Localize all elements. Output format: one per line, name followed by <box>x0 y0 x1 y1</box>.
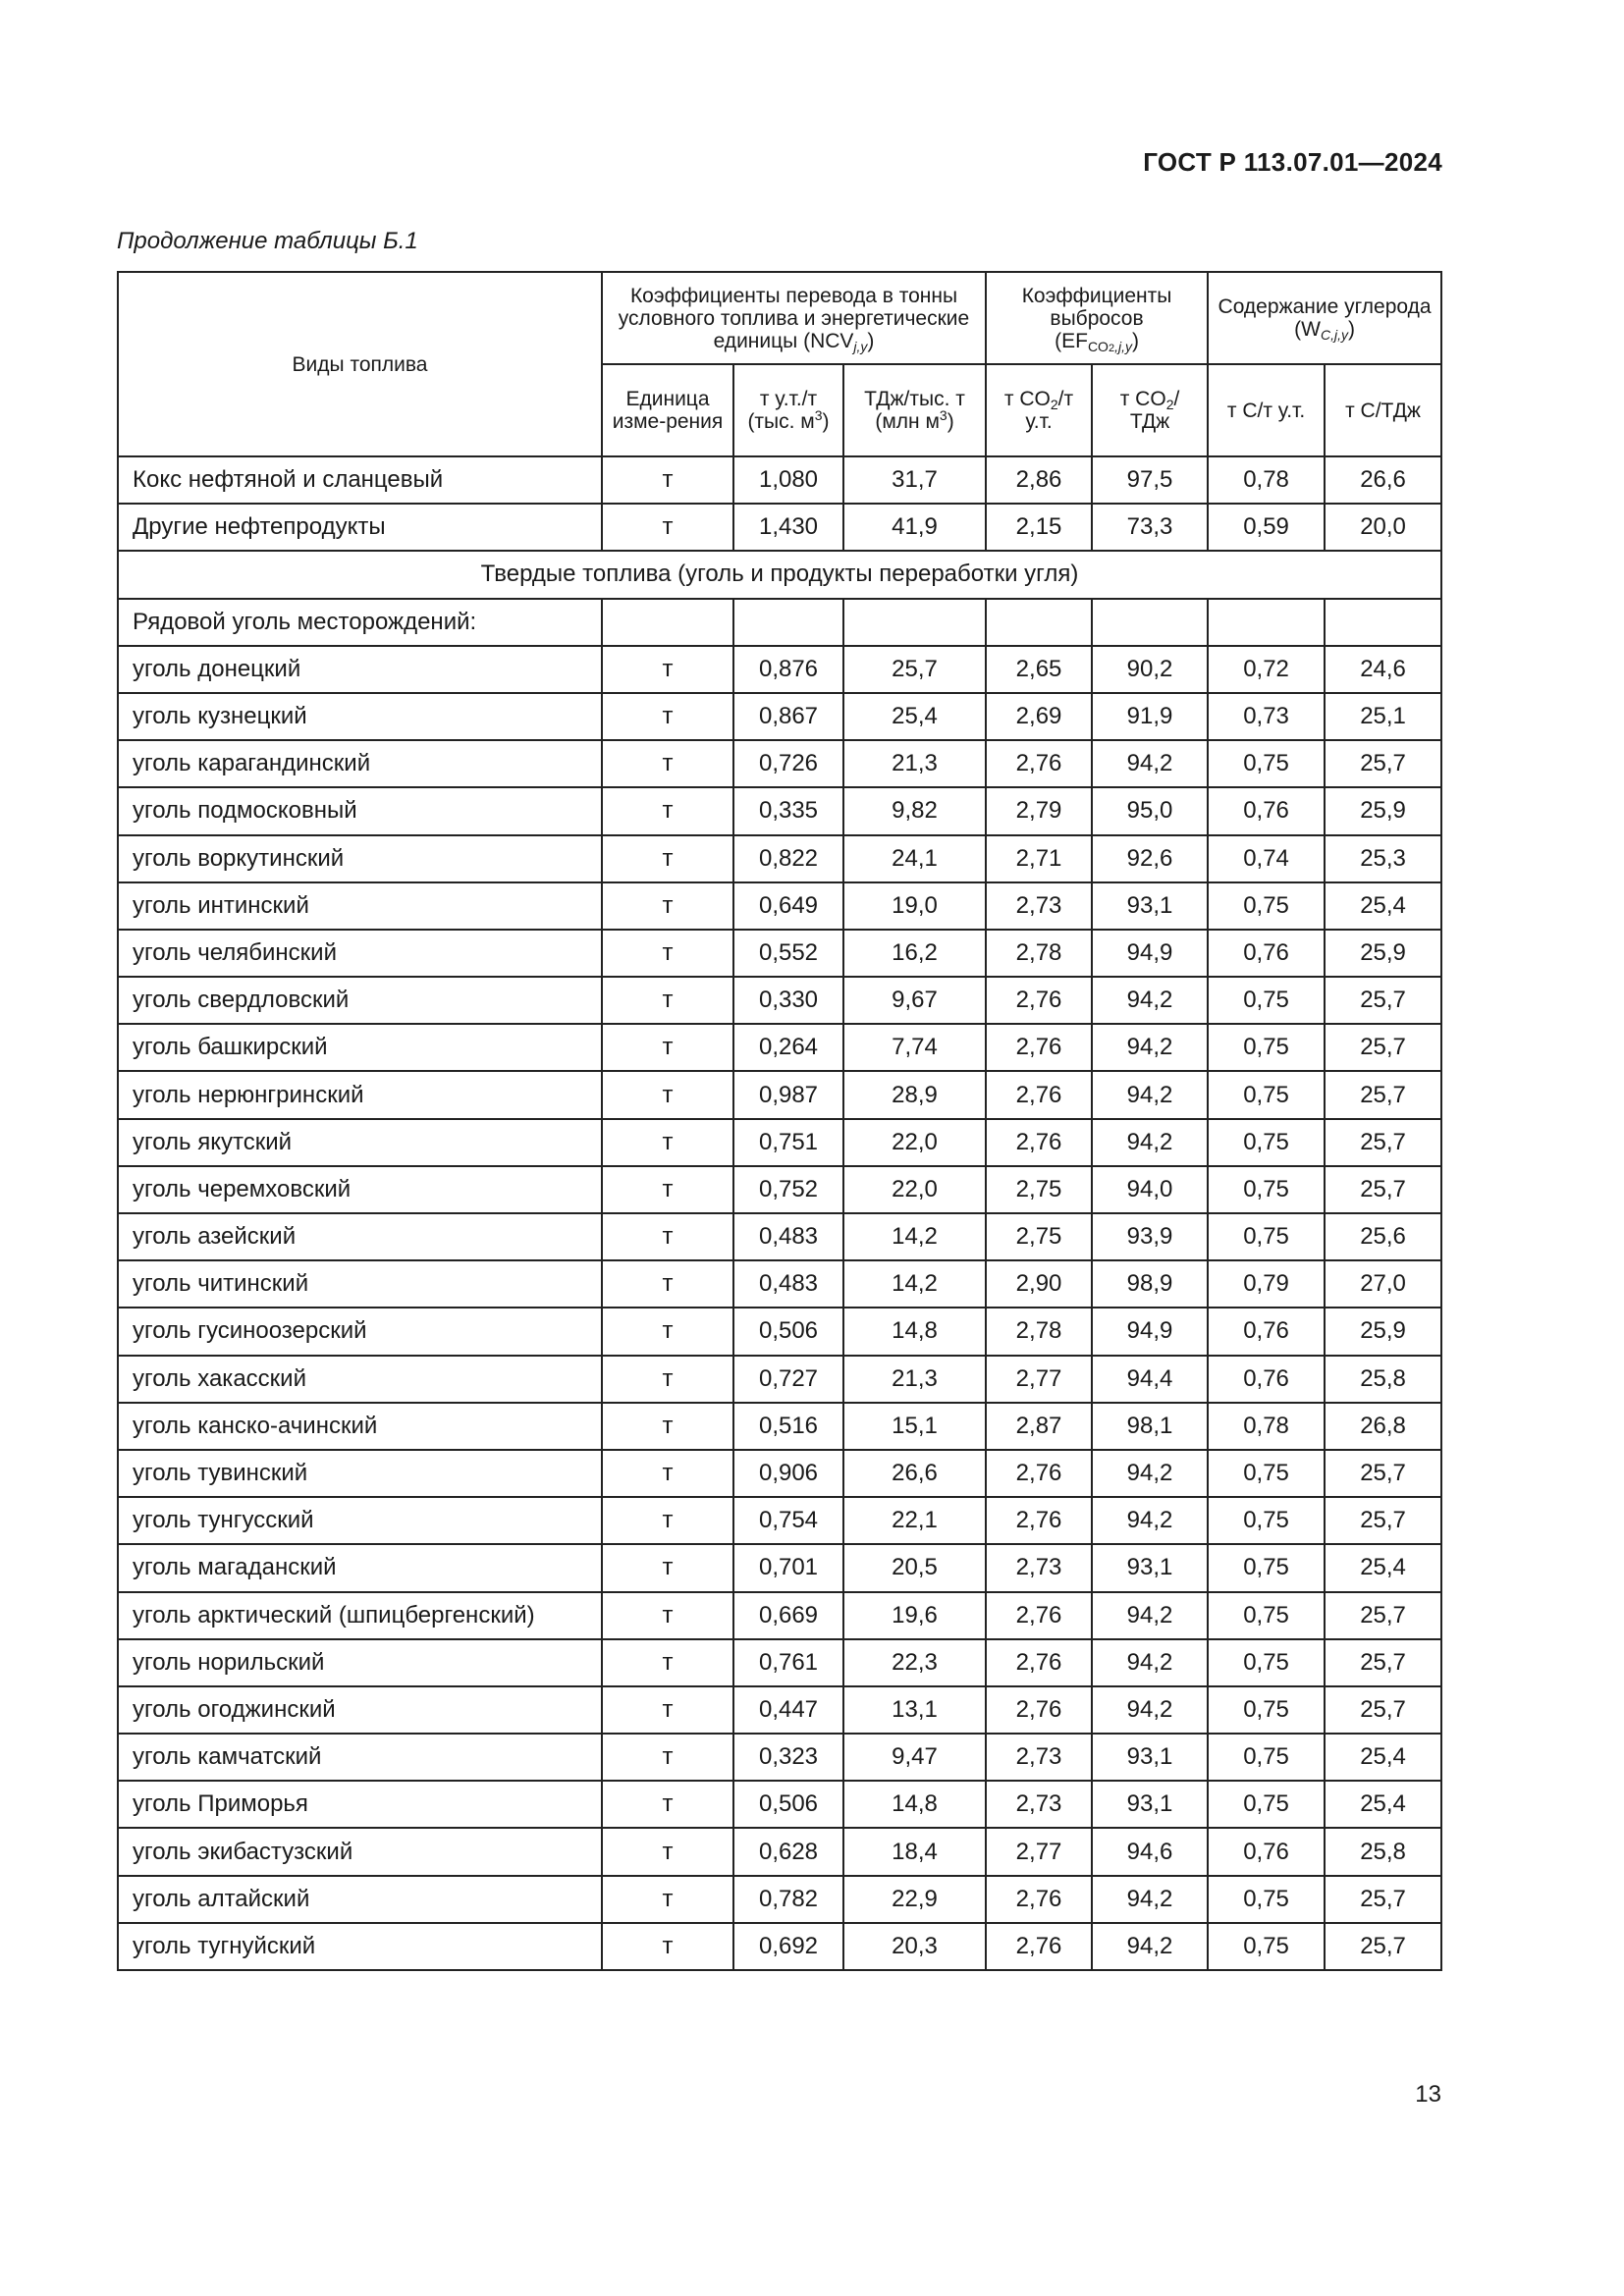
value-cell: 0,335 <box>733 787 843 834</box>
value-cell: т <box>602 456 733 504</box>
value-cell: т <box>602 646 733 693</box>
value-cell: 22,3 <box>843 1639 986 1686</box>
value-cell: 94,2 <box>1092 1923 1208 1970</box>
value-cell: 94,2 <box>1092 1686 1208 1734</box>
value-cell: 94,2 <box>1092 1119 1208 1166</box>
value-cell: 25,8 <box>1325 1356 1441 1403</box>
fuel-name-cell: уголь огоджинский <box>118 1686 602 1734</box>
value-cell: 0,506 <box>733 1308 843 1355</box>
value-cell: 25,3 <box>1325 835 1441 882</box>
value-cell: 2,73 <box>986 882 1092 930</box>
fuel-name-cell: уголь нерюнгринский <box>118 1071 602 1118</box>
value-cell: 24,1 <box>843 835 986 882</box>
value-cell: т <box>602 1166 733 1213</box>
value-cell: 0,701 <box>733 1544 843 1591</box>
fuel-name-cell: уголь тунгусский <box>118 1497 602 1544</box>
value-cell: 94,2 <box>1092 1071 1208 1118</box>
fuel-name-cell: уголь алтайский <box>118 1876 602 1923</box>
value-cell: 93,1 <box>1092 1781 1208 1828</box>
value-cell: т <box>602 1356 733 1403</box>
value-cell: 0,782 <box>733 1876 843 1923</box>
value-cell: 25,7 <box>1325 1166 1441 1213</box>
fuel-name-cell: уголь магаданский <box>118 1544 602 1591</box>
value-cell: 2,65 <box>986 646 1092 693</box>
value-cell: 0,75 <box>1208 1497 1325 1544</box>
value-cell: 0,726 <box>733 740 843 787</box>
table-row <box>118 1071 1441 1118</box>
value-cell: 0,761 <box>733 1639 843 1686</box>
value-cell: 0,75 <box>1208 1213 1325 1260</box>
table-row <box>118 835 1441 882</box>
value-cell: 90,2 <box>1092 646 1208 693</box>
value-cell: 94,0 <box>1092 1166 1208 1213</box>
value-cell: 25,9 <box>1325 787 1441 834</box>
value-cell: 1,430 <box>733 504 843 551</box>
value-cell: 0,75 <box>1208 1923 1325 1970</box>
value-cell: 25,7 <box>1325 1923 1441 1970</box>
value-cell: 0,754 <box>733 1497 843 1544</box>
value-cell: 2,86 <box>986 456 1092 504</box>
value-cell: т <box>602 1119 733 1166</box>
header-tj-per-kt: ТДж/тыс. т (млн $м^3$) <box>843 364 986 456</box>
table-row <box>118 1639 1441 1686</box>
value-cell: 9,82 <box>843 787 986 834</box>
fuel-name-cell: уголь донецкий <box>118 646 602 693</box>
value-cell: 0,649 <box>733 882 843 930</box>
value-cell: 2,78 <box>986 930 1092 977</box>
value-cell: 13,1 <box>843 1686 986 1734</box>
value-cell: 26,6 <box>1325 456 1441 504</box>
value-cell: 25,7 <box>843 646 986 693</box>
value-cell: 1,080 <box>733 456 843 504</box>
value-cell: 26,6 <box>843 1450 986 1497</box>
fuel-name-cell: уголь читинский <box>118 1260 602 1308</box>
value-cell: 0,483 <box>733 1260 843 1308</box>
table-row <box>118 740 1441 787</box>
value-cell: 0,75 <box>1208 1166 1325 1213</box>
section-row <box>118 551 1441 598</box>
table-row <box>118 1828 1441 1875</box>
value-cell: 22,0 <box>843 1119 986 1166</box>
table-row <box>118 1923 1441 1970</box>
value-cell: 27,0 <box>1325 1260 1441 1308</box>
value-cell: 0,75 <box>1208 1876 1325 1923</box>
value-cell: 2,77 <box>986 1828 1092 1875</box>
value-cell: 25,7 <box>1325 1876 1441 1923</box>
value-cell: 2,15 <box>986 504 1092 551</box>
value-cell: 2,76 <box>986 1876 1092 1923</box>
fuel-name-cell: уголь карагандинский <box>118 740 602 787</box>
header-co2-per-tut: т $CO_2/т$ у.т. <box>986 364 1092 456</box>
value-cell: 2,75 <box>986 1166 1092 1213</box>
value-cell: 25,7 <box>1325 1071 1441 1118</box>
value-cell: 94,2 <box>1092 1450 1208 1497</box>
value-cell: 93,1 <box>1092 1544 1208 1591</box>
fuel-name-cell: уголь башкирский <box>118 1024 602 1071</box>
empty-cell <box>1325 599 1441 646</box>
value-cell: 26,8 <box>1325 1403 1441 1450</box>
value-cell: 94,6 <box>1092 1828 1208 1875</box>
value-cell: 0,79 <box>1208 1260 1325 1308</box>
value-cell: 94,9 <box>1092 1308 1208 1355</box>
header-c-per-tut: т С/т у.т. <box>1208 364 1325 456</box>
value-cell: т <box>602 693 733 740</box>
value-cell: 25,7 <box>1325 1686 1441 1734</box>
header-c-per-tj: т С/ТДж <box>1325 364 1441 456</box>
value-cell: 0,75 <box>1208 1071 1325 1118</box>
value-cell: 2,87 <box>986 1403 1092 1450</box>
value-cell: 2,76 <box>986 1071 1092 1118</box>
value-cell: 21,3 <box>843 740 986 787</box>
value-cell: 2,78 <box>986 1308 1092 1355</box>
value-cell: 20,5 <box>843 1544 986 1591</box>
table-row <box>118 646 1441 693</box>
value-cell: 93,1 <box>1092 1734 1208 1781</box>
page-number: 13 <box>1415 2081 1441 2108</box>
table-row <box>118 504 1441 551</box>
value-cell: 2,76 <box>986 1923 1092 1970</box>
fuel-name-cell: уголь подмосковный <box>118 787 602 834</box>
value-cell: 0,669 <box>733 1592 843 1639</box>
value-cell: 0,75 <box>1208 1450 1325 1497</box>
table-row <box>118 930 1441 977</box>
value-cell: 16,2 <box>843 930 986 977</box>
value-cell: т <box>602 1544 733 1591</box>
fuel-name-cell: уголь арктический (шпицбергенский) <box>118 1592 602 1639</box>
empty-cell <box>986 599 1092 646</box>
value-cell: 0,264 <box>733 1024 843 1071</box>
value-cell: 98,1 <box>1092 1403 1208 1450</box>
value-cell: т <box>602 930 733 977</box>
value-cell: 0,906 <box>733 1450 843 1497</box>
fuel-name-cell: уголь Приморья <box>118 1781 602 1828</box>
value-cell: 25,4 <box>1325 1544 1441 1591</box>
table-row <box>118 1119 1441 1166</box>
value-cell: т <box>602 1923 733 1970</box>
empty-cell <box>1208 599 1325 646</box>
fuel-name-cell: уголь свердловский <box>118 977 602 1024</box>
value-cell: 25,4 <box>1325 882 1441 930</box>
value-cell: 94,2 <box>1092 740 1208 787</box>
value-cell: 25,8 <box>1325 1828 1441 1875</box>
value-cell: 0,628 <box>733 1828 843 1875</box>
value-cell: 0,75 <box>1208 1639 1325 1686</box>
value-cell: 0,76 <box>1208 930 1325 977</box>
value-cell: т <box>602 1781 733 1828</box>
value-cell: 2,76 <box>986 1119 1092 1166</box>
header-carbon-content: Содержание углерода $(W_{C,j,y})$ <box>1208 272 1441 364</box>
value-cell: т <box>602 1497 733 1544</box>
value-cell: т <box>602 1260 733 1308</box>
fuel-name-cell: Кокс нефтяной и сланцевый <box>118 456 602 504</box>
value-cell: 25,4 <box>843 693 986 740</box>
value-cell: 25,9 <box>1325 930 1441 977</box>
value-cell: т <box>602 1876 733 1923</box>
value-cell: 2,90 <box>986 1260 1092 1308</box>
value-cell: 2,76 <box>986 1497 1092 1544</box>
value-cell: 94,2 <box>1092 1592 1208 1639</box>
value-cell: 2,71 <box>986 835 1092 882</box>
value-cell: 0,483 <box>733 1213 843 1260</box>
value-cell: т <box>602 1024 733 1071</box>
value-cell: 18,4 <box>843 1828 986 1875</box>
table-row <box>118 1403 1441 1450</box>
value-cell: 2,76 <box>986 1450 1092 1497</box>
table-row <box>118 977 1441 1024</box>
empty-cell <box>1092 599 1208 646</box>
value-cell: 25,7 <box>1325 1024 1441 1071</box>
header-fuel-types: Виды топлива <box>118 272 602 456</box>
value-cell: 0,72 <box>1208 646 1325 693</box>
value-cell: 22,1 <box>843 1497 986 1544</box>
value-cell: 2,75 <box>986 1213 1092 1260</box>
value-cell: 19,6 <box>843 1592 986 1639</box>
value-cell: т <box>602 1071 733 1118</box>
value-cell: 0,76 <box>1208 1828 1325 1875</box>
empty-cell <box>602 599 733 646</box>
value-cell: 2,79 <box>986 787 1092 834</box>
header-unit: Единица изме-рения <box>602 364 733 456</box>
value-cell: т <box>602 1450 733 1497</box>
value-cell: т <box>602 1734 733 1781</box>
value-cell: 25,9 <box>1325 1308 1441 1355</box>
value-cell: т <box>602 787 733 834</box>
value-cell: 0,752 <box>733 1166 843 1213</box>
value-cell: 0,822 <box>733 835 843 882</box>
fuel-name-cell: уголь хакасский <box>118 1356 602 1403</box>
value-cell: 98,9 <box>1092 1260 1208 1308</box>
value-cell: 93,9 <box>1092 1213 1208 1260</box>
fuel-name-cell: уголь экибастузский <box>118 1828 602 1875</box>
value-cell: 97,5 <box>1092 456 1208 504</box>
value-cell: 28,9 <box>843 1071 986 1118</box>
value-cell: 41,9 <box>843 504 986 551</box>
table-row <box>118 1686 1441 1734</box>
value-cell: 0,75 <box>1208 1592 1325 1639</box>
empty-cell <box>843 599 986 646</box>
value-cell: 73,3 <box>1092 504 1208 551</box>
value-cell: 22,0 <box>843 1166 986 1213</box>
table-row <box>118 1213 1441 1260</box>
fuel-name-cell: уголь гусиноозерский <box>118 1308 602 1355</box>
value-cell: 14,2 <box>843 1260 986 1308</box>
table-row <box>118 456 1441 504</box>
value-cell: 0,323 <box>733 1734 843 1781</box>
value-cell: 0,73 <box>1208 693 1325 740</box>
value-cell: 2,73 <box>986 1544 1092 1591</box>
fuel-name-cell: уголь канско-ачинский <box>118 1403 602 1450</box>
value-cell: 2,76 <box>986 1024 1092 1071</box>
value-cell: т <box>602 1639 733 1686</box>
value-cell: 0,76 <box>1208 787 1325 834</box>
value-cell: т <box>602 1213 733 1260</box>
value-cell: 0,506 <box>733 1781 843 1828</box>
table-row <box>118 693 1441 740</box>
value-cell: 2,69 <box>986 693 1092 740</box>
table-row <box>118 787 1441 834</box>
value-cell: 2,73 <box>986 1734 1092 1781</box>
value-cell: 25,4 <box>1325 1781 1441 1828</box>
fuel-name-cell: уголь якутский <box>118 1119 602 1166</box>
value-cell: 19,0 <box>843 882 986 930</box>
value-cell: 21,3 <box>843 1356 986 1403</box>
value-cell: 94,2 <box>1092 1639 1208 1686</box>
fuel-name-cell: уголь норильский <box>118 1639 602 1686</box>
value-cell: 14,8 <box>843 1781 986 1828</box>
value-cell: 15,1 <box>843 1403 986 1450</box>
table-row <box>118 882 1441 930</box>
value-cell: 0,76 <box>1208 1308 1325 1355</box>
table-row <box>118 1497 1441 1544</box>
value-cell: т <box>602 882 733 930</box>
fuel-name-cell: уголь кузнецкий <box>118 693 602 740</box>
value-cell: 2,76 <box>986 1639 1092 1686</box>
header-tut-per-t: т у.т./т (тыс. $м^3$) <box>733 364 843 456</box>
value-cell: т <box>602 1592 733 1639</box>
value-cell: 25,7 <box>1325 977 1441 1024</box>
value-cell: т <box>602 1308 733 1355</box>
value-cell: 0,447 <box>733 1686 843 1734</box>
value-cell: т <box>602 1686 733 1734</box>
value-cell: 0,75 <box>1208 1544 1325 1591</box>
value-cell: 25,1 <box>1325 693 1441 740</box>
value-cell: 24,6 <box>1325 646 1441 693</box>
value-cell: 94,4 <box>1092 1356 1208 1403</box>
table-row <box>118 1876 1441 1923</box>
fuel-coefficients-table <box>117 271 1442 1971</box>
value-cell: 25,6 <box>1325 1213 1441 1260</box>
value-cell: 0,75 <box>1208 1734 1325 1781</box>
value-cell: 2,76 <box>986 977 1092 1024</box>
value-cell: 94,9 <box>1092 930 1208 977</box>
value-cell: 25,7 <box>1325 1639 1441 1686</box>
group-label-row <box>118 599 1441 646</box>
value-cell: 20,0 <box>1325 504 1441 551</box>
value-cell: 0,692 <box>733 1923 843 1970</box>
value-cell: 0,74 <box>1208 835 1325 882</box>
value-cell: 91,9 <box>1092 693 1208 740</box>
value-cell: 22,9 <box>843 1876 986 1923</box>
value-cell: 2,76 <box>986 1686 1092 1734</box>
value-cell: 0,552 <box>733 930 843 977</box>
value-cell: 14,8 <box>843 1308 986 1355</box>
value-cell: 0,987 <box>733 1071 843 1118</box>
header-conversion-coefficients: Коэффициенты перевода в тонны условного топлива и энергетические единицы $(NCV_{j,y})$ <box>602 272 986 364</box>
fuel-name-cell: уголь камчатский <box>118 1734 602 1781</box>
table-caption: Продолжение таблицы Б.1 <box>117 228 418 254</box>
value-cell: 9,47 <box>843 1734 986 1781</box>
value-cell: 25,7 <box>1325 1497 1441 1544</box>
value-cell: 95,0 <box>1092 787 1208 834</box>
fuel-name-cell: уголь азейский <box>118 1213 602 1260</box>
fuel-name-cell: уголь тувинский <box>118 1450 602 1497</box>
table-row <box>118 1166 1441 1213</box>
value-cell: 7,74 <box>843 1024 986 1071</box>
value-cell: 0,59 <box>1208 504 1325 551</box>
value-cell: 92,6 <box>1092 835 1208 882</box>
value-cell: 94,2 <box>1092 1024 1208 1071</box>
table-row <box>118 1024 1441 1071</box>
value-cell: 0,75 <box>1208 882 1325 930</box>
header-emission-factors: Коэффициенты выбросов $(EF_{CO2,j,y})$ <box>986 272 1208 364</box>
value-cell: т <box>602 504 733 551</box>
table-row <box>118 1781 1441 1828</box>
fuel-name-cell: уголь черемховский <box>118 1166 602 1213</box>
table-row <box>118 1734 1441 1781</box>
value-cell: т <box>602 835 733 882</box>
fuel-name-cell: уголь воркутинский <box>118 835 602 882</box>
value-cell: 25,7 <box>1325 1592 1441 1639</box>
value-cell: 0,876 <box>733 646 843 693</box>
value-cell: 0,751 <box>733 1119 843 1166</box>
value-cell: 0,867 <box>733 693 843 740</box>
value-cell: т <box>602 1403 733 1450</box>
value-cell: т <box>602 740 733 787</box>
value-cell: 25,4 <box>1325 1734 1441 1781</box>
empty-cell <box>733 599 843 646</box>
fuel-name-cell: уголь тугнуйский <box>118 1923 602 1970</box>
value-cell: 0,75 <box>1208 977 1325 1024</box>
value-cell: т <box>602 1828 733 1875</box>
value-cell: 0,75 <box>1208 1119 1325 1166</box>
value-cell: 0,330 <box>733 977 843 1024</box>
value-cell: т <box>602 977 733 1024</box>
value-cell: 2,76 <box>986 740 1092 787</box>
value-cell: 25,7 <box>1325 740 1441 787</box>
value-cell: 94,2 <box>1092 1497 1208 1544</box>
table-row <box>118 1356 1441 1403</box>
value-cell: 94,2 <box>1092 977 1208 1024</box>
value-cell: 14,2 <box>843 1213 986 1260</box>
value-cell: 25,7 <box>1325 1450 1441 1497</box>
value-cell: 25,7 <box>1325 1119 1441 1166</box>
group-label: Рядовой уголь месторождений: <box>118 599 602 646</box>
value-cell: 2,77 <box>986 1356 1092 1403</box>
value-cell: 94,2 <box>1092 1876 1208 1923</box>
value-cell: 31,7 <box>843 456 986 504</box>
value-cell: 0,75 <box>1208 1024 1325 1071</box>
section-title: Твердые топлива (уголь и продукты переработки угля) <box>118 551 1441 598</box>
value-cell: 0,78 <box>1208 1403 1325 1450</box>
value-cell: 0,727 <box>733 1356 843 1403</box>
value-cell: 93,1 <box>1092 882 1208 930</box>
document-code: ГОСТ Р 113.07.01—2024 <box>1143 147 1442 177</box>
value-cell: 2,76 <box>986 1592 1092 1639</box>
fuel-name-cell: Другие нефтепродукты <box>118 504 602 551</box>
value-cell: 0,78 <box>1208 456 1325 504</box>
table-row <box>118 1544 1441 1591</box>
value-cell: 9,67 <box>843 977 986 1024</box>
value-cell: 0,76 <box>1208 1356 1325 1403</box>
table-row <box>118 1308 1441 1355</box>
value-cell: 0,75 <box>1208 1781 1325 1828</box>
fuel-name-cell: уголь интинский <box>118 882 602 930</box>
table-row <box>118 1592 1441 1639</box>
header-co2-per-tj: т $CO_2/$ ТДж <box>1092 364 1208 456</box>
value-cell: 20,3 <box>843 1923 986 1970</box>
value-cell: 0,516 <box>733 1403 843 1450</box>
table-row <box>118 1260 1441 1308</box>
value-cell: 2,73 <box>986 1781 1092 1828</box>
value-cell: 0,75 <box>1208 1686 1325 1734</box>
value-cell: 0,75 <box>1208 740 1325 787</box>
table-row <box>118 1450 1441 1497</box>
fuel-name-cell: уголь челябинский <box>118 930 602 977</box>
